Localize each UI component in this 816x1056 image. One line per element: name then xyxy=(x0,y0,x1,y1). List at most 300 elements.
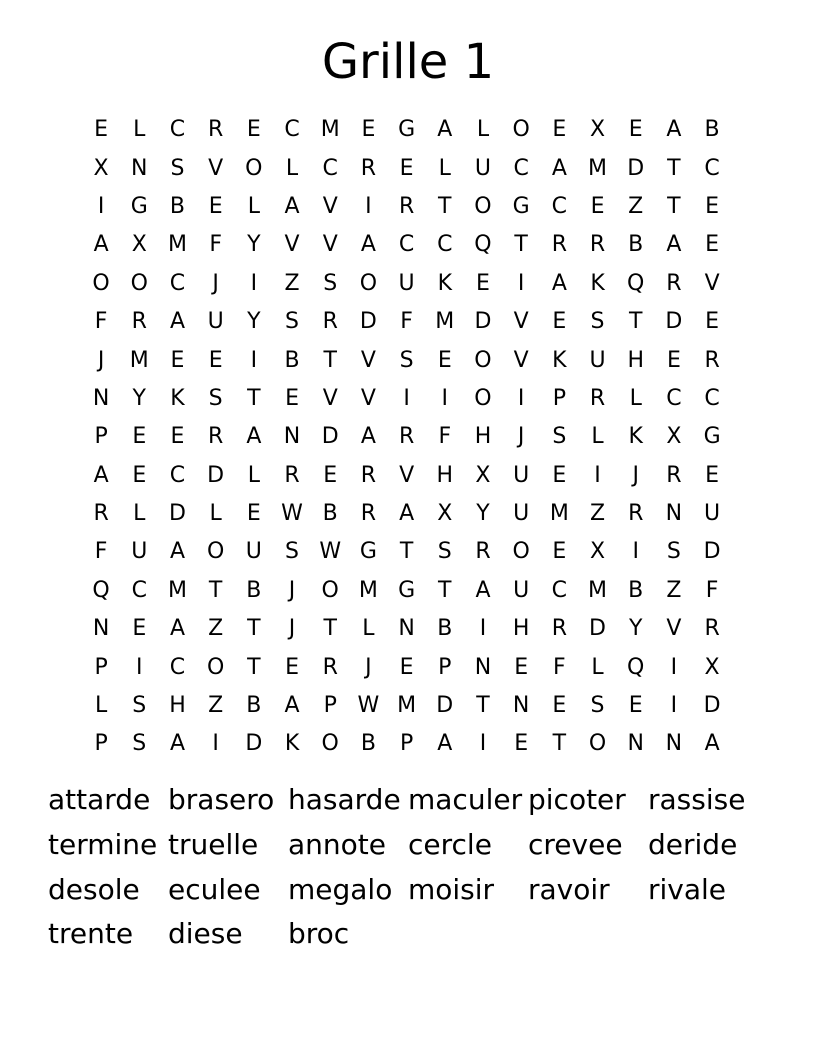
grid-letter: S xyxy=(132,731,147,757)
grid-letter: Z xyxy=(589,501,606,527)
grid-letter: A xyxy=(437,117,453,143)
grid-letter: R xyxy=(322,654,338,680)
grid-letter: B xyxy=(360,731,376,757)
grid-letter: V xyxy=(208,155,224,181)
grid-letter: E xyxy=(552,309,567,335)
grid-letter: A xyxy=(551,270,567,296)
grid-letter: X xyxy=(93,155,109,181)
grid-letter: V xyxy=(666,616,682,642)
grid-letter: E xyxy=(476,270,490,296)
grid-letter: N xyxy=(627,731,644,757)
grid-letter: B xyxy=(322,501,338,527)
grid-letter: J xyxy=(288,577,296,603)
grid-letter: A xyxy=(475,577,491,603)
grid-letter: W xyxy=(357,693,380,719)
grid-letter: X xyxy=(704,654,720,680)
grid-row xyxy=(82,457,732,495)
grid-letter: L xyxy=(133,501,146,527)
grid-letter: Y xyxy=(628,616,643,642)
grid-letter: S xyxy=(132,693,147,719)
grid-letter: J xyxy=(632,462,639,488)
grid-letter: S xyxy=(666,539,681,565)
grid-letter: L xyxy=(591,424,604,450)
grid-letter: D xyxy=(627,155,645,181)
grid-letter: S xyxy=(323,270,338,296)
grid-letter: T xyxy=(552,731,567,757)
grid-letter: E xyxy=(399,654,414,680)
grid-letter: C xyxy=(513,155,529,181)
grid-letter: N xyxy=(512,693,530,719)
grid-letter: E xyxy=(514,731,529,757)
grid-letter: A xyxy=(551,155,567,181)
grid-letter: K xyxy=(590,270,605,296)
grid-letter: X xyxy=(589,539,606,565)
word-list-item: rivale xyxy=(648,872,727,906)
grid-letter: E xyxy=(437,347,452,373)
grid-letter: O xyxy=(474,193,492,219)
grid-letter: K xyxy=(552,347,567,373)
grid-letter: E xyxy=(666,347,681,373)
grid-letter: U xyxy=(513,462,530,488)
grid-letter: S xyxy=(590,693,605,719)
grid-letter: V xyxy=(284,232,300,258)
grid-letter: T xyxy=(667,155,681,181)
grid-letter: B xyxy=(628,232,644,258)
grid-letter: R xyxy=(589,232,606,258)
grid-letter: X xyxy=(475,462,491,488)
grid-letter: V xyxy=(704,270,720,296)
grid-letter: J xyxy=(212,270,219,296)
grid-letter: O xyxy=(359,270,378,296)
grid-row xyxy=(82,380,732,418)
grid-letter: L xyxy=(247,193,260,219)
grid-letter: U xyxy=(513,501,530,527)
grid-letter: Z xyxy=(208,616,224,642)
grid-letter: T xyxy=(208,577,223,603)
grid-letter: G xyxy=(703,424,721,450)
grid-letter: N xyxy=(665,731,683,757)
word-list-item: broc xyxy=(288,917,350,951)
grid-letter: R xyxy=(360,155,377,181)
grid-letter: C xyxy=(551,193,568,219)
grid-letter: N xyxy=(474,654,492,680)
grid-letter: L xyxy=(247,462,260,488)
grid-letter: R xyxy=(208,424,224,450)
grid-letter: I xyxy=(441,385,449,411)
grid-letter: I xyxy=(250,270,258,296)
grid-letter: R xyxy=(360,462,377,488)
grid-letter: N xyxy=(92,385,110,411)
grid-letter: B xyxy=(169,193,186,219)
grid-letter: T xyxy=(247,654,261,680)
word-list-item: attarde xyxy=(48,783,151,816)
word-list-item: desole xyxy=(48,872,140,906)
grid-letter: T xyxy=(323,347,337,373)
grid-letter: M xyxy=(435,309,455,335)
grid-letter: E xyxy=(552,117,567,143)
grid-row xyxy=(82,341,732,379)
grid-letter: N xyxy=(665,501,683,527)
grid-row xyxy=(82,495,732,533)
grid-letter: L xyxy=(629,385,642,411)
grid-letter: R xyxy=(93,501,109,527)
grid-letter: G xyxy=(130,193,148,219)
grid-letter: L xyxy=(209,501,222,527)
grid-letter: R xyxy=(551,232,567,258)
word-list-item: cercle xyxy=(408,827,492,861)
grid-letter: I xyxy=(250,347,258,373)
grid-letter: O xyxy=(206,539,225,565)
grid-letter: E xyxy=(285,654,299,680)
grid-letter: C xyxy=(666,385,682,411)
grid-letter: T xyxy=(476,693,490,719)
grid-letter: W xyxy=(319,539,342,565)
grid-letter: Q xyxy=(92,577,110,603)
grid-letter: M xyxy=(129,347,149,373)
grid-letter: E xyxy=(132,462,147,488)
grid-letter: G xyxy=(398,117,416,143)
grid-letter: S xyxy=(437,539,452,565)
grid-letter: C xyxy=(551,577,568,603)
word-list-item: truelle xyxy=(168,827,259,861)
grid-letter: I xyxy=(632,539,639,565)
word-list-item: trente xyxy=(48,917,134,951)
grid-letter: R xyxy=(704,347,720,373)
grid-letter: A xyxy=(704,731,720,757)
grid-letter: Q xyxy=(627,654,645,680)
word-list-item: moisir xyxy=(408,872,495,906)
grid-letter: V xyxy=(513,347,529,373)
grid-letter: D xyxy=(245,731,263,757)
grid-row xyxy=(82,687,732,725)
word-list-item: annote xyxy=(288,827,386,861)
grid-letter: R xyxy=(208,117,224,143)
grid-letter: R xyxy=(666,462,682,488)
grid-letter: D xyxy=(703,539,721,565)
grid-letter: D xyxy=(168,501,186,527)
word-list-item: crevee xyxy=(528,827,623,861)
grid-letter: Q xyxy=(627,270,645,296)
grid-letter: A xyxy=(284,693,300,719)
grid-letter: E xyxy=(705,193,720,219)
grid-letter: V xyxy=(322,232,338,258)
grid-letter: O xyxy=(206,654,225,680)
grid-letter: C xyxy=(284,117,300,143)
grid-letter: A xyxy=(169,616,185,642)
grid-letter: T xyxy=(514,232,528,258)
grid-letter: E xyxy=(132,424,147,450)
grid-letter: J xyxy=(288,616,296,642)
grid-letter: T xyxy=(438,577,452,603)
grid-letter: E xyxy=(628,117,643,143)
grid-letter: C xyxy=(169,117,186,143)
grid-letter: E xyxy=(323,462,338,488)
grid-letter: F xyxy=(705,577,719,603)
grid-letter: S xyxy=(285,539,300,565)
grid-letter: E xyxy=(285,385,299,411)
grid-letter: D xyxy=(703,693,721,719)
grid-letter: T xyxy=(667,193,681,219)
grid-letter: A xyxy=(169,539,185,565)
grid-letter: A xyxy=(284,193,300,219)
grid-letter: L xyxy=(476,117,490,143)
grid-letter: M xyxy=(358,577,378,603)
grid-letter: D xyxy=(359,309,377,335)
grid-letter: L xyxy=(362,616,375,642)
grid-letter: R xyxy=(360,501,377,527)
grid-letter: P xyxy=(94,654,108,680)
grid-row xyxy=(82,648,732,686)
grid-letter: F xyxy=(94,539,108,565)
word-list xyxy=(48,778,768,957)
grid-letter: F xyxy=(94,309,108,335)
word-list-item: rassise xyxy=(648,783,746,816)
grid-letter: L xyxy=(94,693,108,719)
grid-letter: E xyxy=(208,193,223,219)
grid-letter: N xyxy=(92,616,110,642)
grid-letter: R xyxy=(628,501,644,527)
grid-letter: H xyxy=(474,424,492,450)
grid-letter: I xyxy=(403,385,410,411)
grid-letter: O xyxy=(92,270,110,296)
grid-letter: D xyxy=(207,462,225,488)
grid-letter: V xyxy=(360,385,376,411)
grid-letter: E xyxy=(552,539,567,565)
grid-letter: E xyxy=(94,117,109,143)
grid-letter: L xyxy=(133,117,146,143)
grid-letter: U xyxy=(207,309,224,335)
grid-letter: T xyxy=(438,193,452,219)
grid-letter: B xyxy=(437,616,453,642)
grid-letter: O xyxy=(512,117,530,143)
grid-letter: G xyxy=(359,539,377,565)
grid-letter: U xyxy=(589,347,606,373)
grid-letter: I xyxy=(517,385,525,411)
grid-row xyxy=(82,303,732,341)
grid-letter: U xyxy=(704,501,721,527)
grid-letter: E xyxy=(399,155,414,181)
grid-row xyxy=(82,418,732,456)
grid-letter: X xyxy=(131,232,147,258)
grid-letter: A xyxy=(246,424,262,450)
grid-letter: T xyxy=(247,385,261,411)
grid-letter: D xyxy=(589,616,606,642)
word-list-item: megalo xyxy=(288,872,393,906)
grid-row xyxy=(82,149,732,187)
grid-letter: A xyxy=(169,731,185,757)
grid-letter: I xyxy=(670,693,678,719)
grid-letter: M xyxy=(549,501,569,527)
grid-letter: H xyxy=(436,462,454,488)
grid-letter: F xyxy=(553,654,566,680)
grid-letter: E xyxy=(208,347,223,373)
grid-letter: V xyxy=(399,462,415,488)
grid-letter: I xyxy=(594,462,601,488)
grid-letter: I xyxy=(479,616,487,642)
word-list-item: eculee xyxy=(168,872,261,906)
grid-letter: Y xyxy=(247,309,261,335)
grid-letter: R xyxy=(398,193,415,219)
grid-letter: O xyxy=(474,385,492,411)
grid-letter: V xyxy=(360,347,376,373)
word-list-item: diese xyxy=(168,917,243,951)
grid-row xyxy=(82,188,732,226)
grid-letter: O xyxy=(321,577,339,603)
grid-letter: C xyxy=(437,232,453,258)
word-list-item: ravoir xyxy=(528,872,610,906)
grid-row xyxy=(82,572,732,610)
grid-letter: U xyxy=(513,577,530,603)
grid-letter: B xyxy=(246,577,262,603)
grid-letter: D xyxy=(321,424,339,450)
grid-letter: F xyxy=(400,309,413,335)
grid-letter: Y xyxy=(247,232,261,258)
grid-letter: J xyxy=(97,347,105,373)
grid-row xyxy=(82,533,732,571)
grid-letter: O xyxy=(474,347,492,373)
grid-letter: D xyxy=(474,309,492,335)
word-list-item: hasarde xyxy=(288,783,401,816)
grid-letter: K xyxy=(628,424,643,450)
grid-letter: R xyxy=(322,309,338,335)
grid-letter: U xyxy=(131,539,148,565)
grid-letter: G xyxy=(398,577,416,603)
grid-letter: H xyxy=(627,347,644,373)
grid-letter: I xyxy=(365,193,372,219)
letter-grid xyxy=(82,111,732,764)
word-list-item: brasero xyxy=(168,783,275,816)
grid-letter: C xyxy=(398,232,415,258)
grid-letter: R xyxy=(284,462,300,488)
grid-letter: Z xyxy=(284,270,300,296)
grid-letter: M xyxy=(320,117,340,143)
grid-letter: O xyxy=(130,270,148,296)
grid-letter: T xyxy=(399,539,414,565)
grid-letter: E xyxy=(132,616,147,642)
grid-letter: I xyxy=(136,654,143,680)
grid-letter: V xyxy=(513,309,529,335)
grid-letter: E xyxy=(705,232,720,258)
grid-letter: T xyxy=(247,616,261,642)
grid-letter: C xyxy=(322,155,338,181)
grid-letter: E xyxy=(705,462,720,488)
grid-letter: A xyxy=(93,462,109,488)
grid-letter: S xyxy=(208,385,223,411)
grid-letter: A xyxy=(93,232,109,258)
grid-letter: X xyxy=(589,117,606,143)
grid-letter: E xyxy=(514,654,529,680)
grid-letter: I xyxy=(517,270,525,296)
grid-letter: K xyxy=(437,270,452,296)
grid-letter: E xyxy=(552,462,567,488)
grid-letter: N xyxy=(283,424,301,450)
grid-letter: E xyxy=(246,117,261,143)
grid-letter: M xyxy=(167,577,187,603)
grid-letter: M xyxy=(167,232,187,258)
grid-letter: R xyxy=(398,424,415,450)
grid-row xyxy=(82,111,732,149)
grid-letter: O xyxy=(321,731,339,757)
grid-letter: F xyxy=(209,232,222,258)
grid-letter: Z xyxy=(208,693,224,719)
grid-letter: I xyxy=(670,654,678,680)
grid-letter: A xyxy=(399,501,415,527)
grid-letter: P xyxy=(323,693,337,719)
grid-letter: X xyxy=(666,424,682,450)
grid-letter: S xyxy=(399,347,414,373)
grid-letter: E xyxy=(170,424,185,450)
grid-letter: P xyxy=(399,731,414,757)
grid-letter: P xyxy=(94,424,108,450)
grid-letter: C xyxy=(131,577,147,603)
grid-letter: Y xyxy=(476,501,490,527)
grid-letter: N xyxy=(398,616,415,642)
grid-letter: C xyxy=(169,654,186,680)
grid-letter: N xyxy=(131,155,148,181)
grid-row xyxy=(82,725,732,763)
word-list-item: maculer xyxy=(408,783,523,816)
word-list-item: termine xyxy=(48,827,158,861)
grid-letter: A xyxy=(360,232,376,258)
word-list-item: picoter xyxy=(528,783,626,816)
grid-letter: J xyxy=(517,424,525,450)
grid-letter: K xyxy=(170,385,185,411)
grid-letter: L xyxy=(285,155,299,181)
grid-letter: T xyxy=(323,616,337,642)
grid-letter: E xyxy=(705,309,720,335)
grid-letter: O xyxy=(512,539,530,565)
grid-letter: A xyxy=(169,309,185,335)
grid-letter: I xyxy=(212,731,219,757)
grid-letter: L xyxy=(438,155,451,181)
grid-letter: X xyxy=(437,501,453,527)
grid-letter: T xyxy=(628,309,643,335)
grid-letter: A xyxy=(437,731,453,757)
grid-letter: E xyxy=(246,501,261,527)
grid-letter: U xyxy=(245,539,262,565)
grid-letter: C xyxy=(704,155,720,181)
grid-letter: M xyxy=(588,155,608,181)
grid-letter: Z xyxy=(666,577,682,603)
grid-letter: W xyxy=(281,501,303,527)
grid-letter: R xyxy=(704,616,720,642)
grid-letter: D xyxy=(665,309,683,335)
grid-letter: H xyxy=(169,693,186,719)
grid-letter: Q xyxy=(474,232,492,258)
grid-letter: O xyxy=(245,155,263,181)
grid-letter: A xyxy=(666,232,682,258)
grid-letter: S xyxy=(590,309,605,335)
grid-letter: R xyxy=(131,309,147,335)
grid-row xyxy=(82,226,732,264)
grid-letter: J xyxy=(365,654,372,680)
grid-letter: C xyxy=(704,385,720,411)
grid-letter: U xyxy=(398,270,415,296)
grid-letter: L xyxy=(591,654,604,680)
grid-letter: R xyxy=(589,385,606,411)
grid-letter: B xyxy=(284,347,300,373)
grid-letter: D xyxy=(436,693,454,719)
grid-letter: C xyxy=(169,462,186,488)
grid-letter: K xyxy=(284,731,300,757)
grid-letter: S xyxy=(552,424,567,450)
grid-letter: B xyxy=(246,693,262,719)
grid-letter: P xyxy=(552,385,566,411)
grid-letter: V xyxy=(322,193,338,219)
grid-letter: A xyxy=(360,424,376,450)
grid-letter: I xyxy=(479,731,487,757)
grid-letter: U xyxy=(474,155,492,181)
